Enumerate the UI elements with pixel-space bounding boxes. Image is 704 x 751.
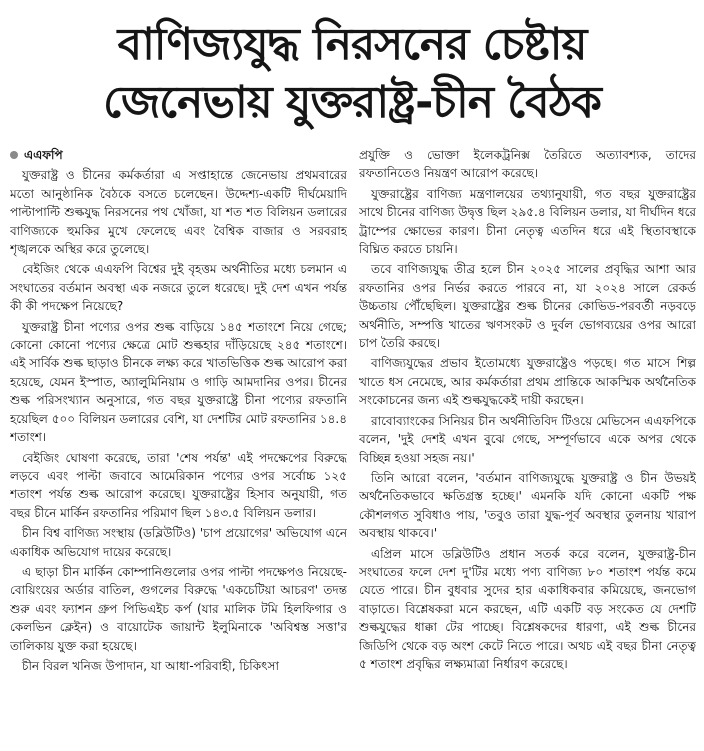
paragraph: চীন বিশ্ব বাণিজ্য সংস্থায় (ডব্লিউটিও) 'চাপ প্রয়োগের' অভিযোগ এনে একাধিক অভিযোগ দায়ের করেছে। xyxy=(10,526,347,559)
headline xyxy=(0,0,704,132)
paragraph: রাবোব্যাংকের সিনিয়র চীন অর্থনীতিবিদ টিওয়ে মেভিসেন এএফপিকে বলেন, 'দুই দেশই এখন বুঝে গেছে, সম্পূর্ণভাবে একে অপর থেকে বিচ্ছিন্ন হওয়া সহজ নয়।' xyxy=(359,413,696,465)
column-left xyxy=(10,146,347,751)
paragraph: বাণিজ্যযুদ্ধের প্রভাব ইতোমধ্যে যুক্তরাষ্ট্রেও পড়ছে। গত মাসে শিল্প খাতে ধস নেমেছে, আর কর্মকর্তারা প্রথম প্রান্তিকে আকস্মিক অর্থনৈতিক সংকোচনের জন্য এই শুল্কযুদ্ধকেই দায়ী করছেন। xyxy=(359,356,696,408)
paragraph: প্রযুক্তি ও ভোক্তা ইলেকট্রনিক্স তৈরিতে অত্যাবশ্যক, তাদের রফতানিতেও নিয়ন্ত্রণ আরোপ করেছে। xyxy=(359,148,696,181)
paragraph: তবে বাণিজ্যযুদ্ধ তীব্র হলে চীন ২০২৫ সালের প্রবৃদ্ধির আশা আর রফতানির ওপর নির্ভর করতে পারবে না, যা ২০২৪ সালে রেকর্ড উচ্চতায় পৌঁছেছিল। যুক্তরাষ্ট্রের শুল্ক চীনের কোভিড-পরবর্তী নড়বড়ে অর্থনীতি, সম্পত্তি খাতের ঋণসংকট ও দুর্বল ভোগব্যয়ের ওপর আরো চাপ তৈরি করছে। xyxy=(359,262,696,351)
headline-line-1: বাণিজ্যযুদ্ধ নিরসনের চেষ্টায় xyxy=(117,19,587,70)
paragraph: তিনি আরো বলেন, 'বর্তমান বাণিজ্যযুদ্ধে যুক্তরাষ্ট্র ও চীন উভয়ই অর্থনৈতিকভাবে ক্ষতিগ্রস্ত হচ্ছে।' এমনকি যদি কোনো একটি পক্ষ কৌশলগত সুবিধাও পায়, 'তবুও তারা যুদ্ধ-পূর্ব অবস্থার তুলনায় খারাপ অবস্থায় থাকবে।' xyxy=(359,470,696,541)
paragraph: যুক্তরাষ্ট্র ও চীনের কর্মকর্তারা এ সপ্তাহান্তে জেনেভায় প্রথমবারের মতো আনুষ্ঠানিক বৈঠকে বসতে চলেছেন। উদ্দেশ্য-একটি দীর্ঘমেয়াদি পাল্টাপাল্টি শুল্কযুদ্ধ নিরসনের পথ খোঁজা, যা শত শত বিলিয়ন ডলারের বাণিজ্যকে হুমকির মুখে ফেলেছে এবং বৈশ্বিক বাজার ও সরবরাহ শৃঙ্খলকে অস্থির করে তুলেছে। xyxy=(10,168,347,257)
byline xyxy=(10,146,347,164)
column-right xyxy=(359,146,696,751)
paragraph: যুক্তরাষ্ট্রের বাণিজ্য মন্ত্রণালয়ের তথ্যানুযায়ী, গত বছর যুক্তরাষ্ট্রের সাথে চীনের বাণিজ্য উদ্বৃত্ত ছিল ২৯৫.৪ বিলিয়ন ডলার, যা দীর্ঘদিন ধরে ট্রাম্পের ক্ষোভের কারণ। চীনা নেতৃত্ব এতদিন ধরে এই স্থিতাবস্থাকে বিঘ্নিত করতে চায়নি। xyxy=(359,186,696,257)
byline-source: এএফপি xyxy=(24,148,63,162)
paragraph: বেইজিং থেকে এএফপি বিশ্বের দুই বৃহত্তম অর্থনীতির মধ্যে চলমান এ সংঘাতের বর্তমান অবস্থা এক নজরে তুলে ধরেছে। দুই দেশ এখন পর্যন্ত কী কী পদক্ষেপ নিয়েছে? xyxy=(10,262,347,314)
paragraph: বেইজিং ঘোষণা করেছে, তারা 'শেষ পর্যন্ত' এই পদক্ষেপের বিরুদ্ধে লড়বে এবং পাল্টা জবাবে আমেরিকান পণ্যের ওপর সর্বোচ্চ ১২৫ শতাংশ পর্যন্ত শুল্ক আরোপ করেছে। যুক্তরাষ্ট্রের হিসাব অনুযায়ী, গত বছর চীনে মার্কিন রফতানির পরিমাণ ছিল ১৪৩.৫ বিলিয়ন ডলার। xyxy=(10,450,347,520)
bullet-icon xyxy=(10,151,18,159)
paragraph: চীন বিরল খনিজ উপাদান, যা আধা-পরিবাহী, চিকিৎসা xyxy=(22,658,279,673)
paragraph: এ ছাড়া চীন মার্কিন কোম্পানিগুলোর ওপর পাল্টা পদক্ষেপও নিয়েছে- বোয়িংয়ের অর্ডার বাতিল, গুগলের বিরুদ্ধে 'একচেটিয়া আচরণ' তদন্ত শুরু এবং ফ্যাশন গ্রুপ পিভিএইচ কর্প (যার মালিক টমি হিলফিগার ও কেলভিন ক্লেইন) ও বায়োটেক জায়ান্ট ইলুমিনাকে 'অবিশ্বস্ত সত্তা'র তালিকায় যুক্ত করা হয়েছে। xyxy=(10,564,347,653)
paragraph: এপ্রিল মাসে ডব্লিউটিও প্রধান সতর্ক করে বলেন, যুক্তরাষ্ট্র-চীন সংঘাতের ফলে দেশ দু'টির মধ্যে পণ্য বাণিজ্য ৮০ শতাংশ পর্যন্ত কমে যেতে পারে। চীন বুধবার সুদের হার একাধিকবার কমিয়েছে, জনভোগ বাড়াতে। বিশ্লেষকরা মনে করছেন, এটি একটি বড় সংকেত যে দেশটি শুল্কযুদ্ধের ধাক্কা টের পাচ্ছে। বিশ্লেষকদের ধারণা, এই শুল্ক চীনের জিডিপি থেকে বড় অংশ কেটে নিতে পারে। অথচ এই বছর চীনা নেতৃত্ব ৫ শতাংশ প্রবৃদ্ধির লক্ষ্যমাত্রা নির্ধারণ করেছে। xyxy=(359,546,696,671)
headline-line-2: জেনেভায় যুক্তরাষ্ট্র-চীন বৈঠক xyxy=(103,77,601,128)
article-body xyxy=(10,146,696,751)
paragraph: যুক্তরাষ্ট্র চীনা পণ্যের ওপর শুল্ক বাড়িয়ে ১৪৫ শতাংশে নিয়ে গেছে; কোনো কোনো পণ্যের ক্ষেত্রে মোট শুল্কহার দাঁড়িয়েছে ২৪৫ শতাংশে। এই সার্বিক শুল্ক ছাড়াও চীনকে লক্ষ্য করে খাতভিত্তিক শুল্ক আরোপ করা হয়েছে, যেমন ইস্পাত, অ্যালুমিনিয়াম ও গাড়ি আমদানির ওপর। চীনের শুল্ক পরিসংখ্যান অনুসারে, গত বছর যুক্তরাষ্ট্রে চীনা পণ্যের রফতানি হয়েছিল ৫০০ বিলিয়ন ডলারের বেশি, যা দেশটির মোট রফতানির ১৪.৪ শতাংশ। xyxy=(10,319,347,445)
